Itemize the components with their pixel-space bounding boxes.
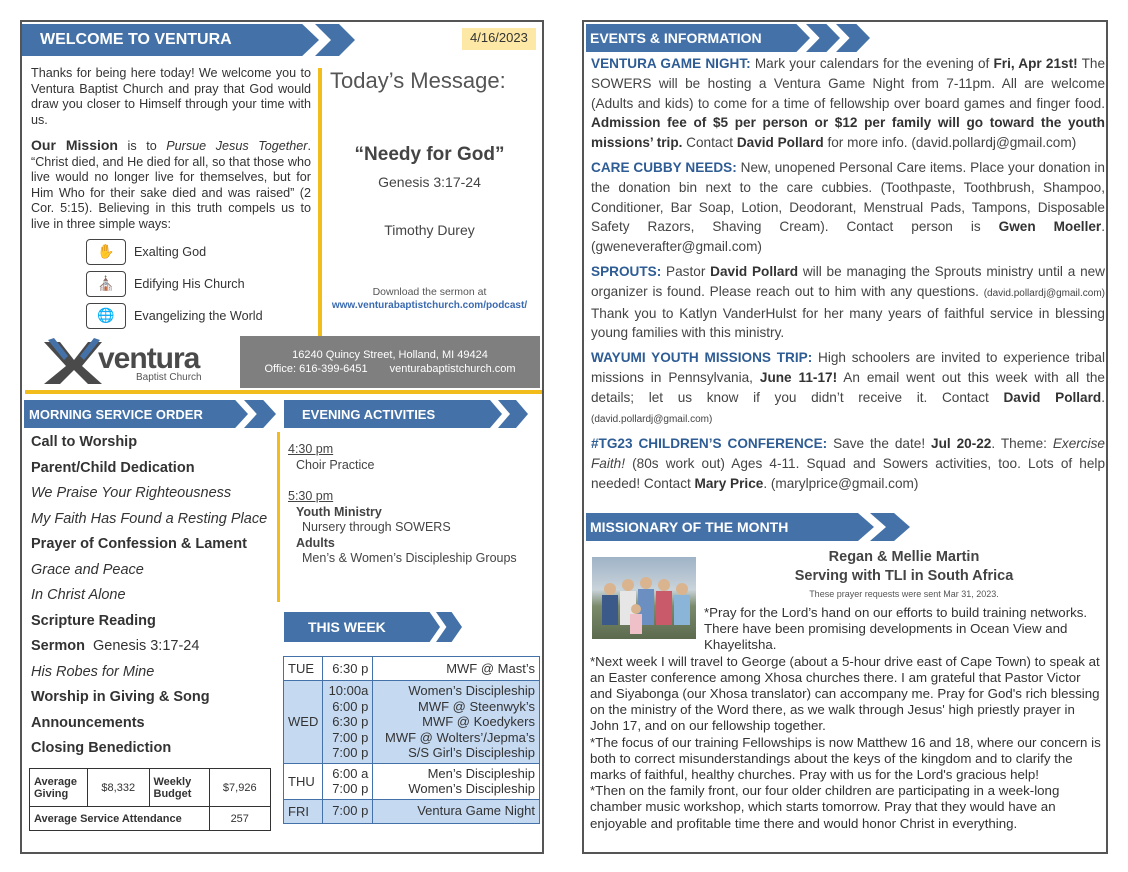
week-events (373, 657, 540, 681)
evening-divider (277, 432, 280, 602)
service-order-label: My Faith Has Found a Resting Place (31, 510, 268, 527)
mission-text: . “Christ died, and He died for all, so that those who live would no longer live for themselves, but for Him Who for their sake died and was raised” (2 Cor. 5:15). Believing in this truth compels us to live in three simple ways: (31, 139, 311, 231)
week-event: Women’s Discipleship (408, 683, 535, 698)
weekly-budget-label: Weekly Budget (149, 769, 209, 807)
week-time: 7:00 p (332, 781, 369, 796)
left-page (20, 20, 544, 854)
way-exalting (86, 236, 263, 268)
service-order-label: Closing Benediction (31, 740, 172, 756)
service-order-item (31, 532, 271, 558)
week-event: MWF @ Wolters’/Jepma’s (385, 729, 535, 745)
missionary-text (590, 605, 1104, 832)
missionary-ribbon (586, 513, 910, 541)
service-order-label: Worship in Giving & Song (31, 689, 210, 705)
service-order-label: Announcements (31, 714, 145, 731)
way-label: Edifying His Church (134, 277, 245, 291)
service-order-item (31, 711, 271, 737)
mission-paragraph (31, 138, 311, 232)
yellow-divider (318, 68, 322, 338)
service-order-item (31, 634, 271, 660)
week-time: 6:30 p (332, 660, 369, 676)
order-ribbon (24, 400, 276, 428)
service-order-item (31, 736, 271, 762)
attendance-value: 257 (209, 807, 271, 831)
evening-time-2: 5:30 pm (288, 489, 334, 503)
service-order-label: We Praise Your Righteousness (31, 485, 232, 501)
service-order-label: Grace and Peace (31, 561, 144, 578)
service-order-item (31, 609, 271, 635)
service-order-label: His Robes for Mine (31, 663, 155, 680)
avg-giving-label: Average Giving (30, 769, 88, 807)
way-edifying (86, 268, 263, 300)
missionary-name: Regan & Mellie Martin (828, 549, 980, 565)
week-time: 7:00 p (332, 745, 369, 760)
office-phone: Office: 616-399-6451 (264, 363, 368, 375)
order-title: MORNING SERVICE ORDER (24, 400, 216, 428)
download-label: Download the sermon at (372, 286, 487, 298)
event-item (591, 348, 1105, 429)
service-order-label: Parent/Child Dedication (31, 459, 195, 476)
week-day: WED (284, 681, 323, 764)
message-block (327, 68, 532, 311)
event-body: High schoolers are invited to experience tribal missions in Pennsylvania, June 11-17! An email went out this week with all the details; let us know if you didn’t receive it. Contact David Pollard. (david.pollardj@gmail.com) (591, 350, 1105, 425)
week-row (284, 763, 540, 799)
way-label: Evangelizing the World (134, 309, 263, 323)
missionary-para-2: *Next week I will travel to George (about a 5-hour drive east of Cape Town) to speak at an Easter conference among Xhosa churches there. I am grateful that Pastor Victor and Siyabonga (our Xhosa translator) can accompany me. Pray for God's rich blessing on the ministry of the Word there, as we walk through Jesus' high priestly prayer in John 17, and on our fellowship together. (590, 653, 1100, 734)
logo (42, 338, 212, 388)
mission-value: Pursue Jesus Together (166, 139, 308, 153)
service-order-item (31, 456, 271, 482)
week-event: Ventura Game Night (417, 803, 535, 819)
week-ribbon (284, 612, 462, 642)
evening-title: EVENING ACTIVITIES (284, 400, 472, 428)
evening-item-2: Nursery through SOWERS (302, 520, 451, 534)
service-order-item (31, 507, 271, 533)
speaker: Timothy Durey (384, 222, 475, 238)
week-title: THIS WEEK (284, 612, 414, 642)
week-times (323, 763, 373, 799)
week-day: THU (284, 763, 323, 799)
events-ribbon (586, 24, 870, 52)
event-heading: CARE CUBBY NEEDS: (591, 159, 737, 175)
service-order-label: Call to Worship (31, 434, 138, 450)
week-time: 6:30 p (332, 714, 369, 729)
attendance-label: Average Service Attendance (30, 807, 210, 831)
week-times (323, 681, 373, 764)
events-title: EVENTS & INFORMATION (586, 24, 776, 52)
event-heading: VENTURA GAME NIGHT: (591, 56, 751, 71)
evening-ribbon (284, 400, 528, 428)
weekly-budget-value: $7,926 (209, 769, 271, 807)
evening-time-1: 4:30 pm (288, 442, 334, 456)
welcome-ribbon (22, 24, 355, 56)
ventura-x-icon (42, 338, 104, 386)
week-event: MWF @ Koedykers (422, 714, 535, 729)
week-day: FRI (284, 799, 323, 823)
week-row (284, 799, 540, 823)
week-event: S/S Girl’s Discipleship (408, 745, 535, 760)
right-page (582, 20, 1108, 854)
evening-list (288, 442, 517, 567)
week-times (323, 799, 373, 823)
service-order-label: Sermon (31, 638, 85, 654)
address: 16240 Quincy Street, Holland, MI 49424 (292, 349, 488, 361)
missionary-para-1: *Pray for the Lord’s hand on our efforts to build training networks. There have been promising developments in Ocean View and Khayelitsha. (704, 605, 1088, 653)
event-item (591, 262, 1105, 343)
week-time: 10:00a (328, 683, 369, 698)
message-ref: Genesis 3:17-24 (378, 174, 481, 190)
event-item (591, 434, 1105, 493)
welcome-block (31, 66, 311, 232)
service-order-item (31, 583, 271, 609)
service-order-item (31, 430, 271, 456)
week-time: 7:00 p (332, 729, 369, 745)
week-events (373, 799, 540, 823)
date-badge: 4/16/2023 (462, 28, 536, 50)
evening-group-1: Youth Ministry (296, 504, 382, 519)
welcome-text: Thanks for being here today! We welcome you to Ventura Baptist Church and pray that God would draw you closer to Himself through your time with us. (31, 66, 311, 127)
event-body: Mark your calendars for the evening of Fri, Apr 21st! The SOWERS will be hosting a Ventura Game Night from 7-11pm. All are welcome (Adults and kids) to come for a time of fellowship over board games and finger food. Admission fee of $5 per person or $12 per family will go toward the youth missions’ trip. Contact David Pollard for more info. (david.pollardj@gmail.com) (591, 56, 1106, 151)
missionary-note: These prayer requests were sent Mar 31, 2023. (809, 589, 999, 599)
avg-giving-value: $8,332 (88, 769, 150, 807)
missionary-title: MISSIONARY OF THE MONTH (586, 513, 834, 541)
evening-item-1: Choir Practice (296, 457, 375, 472)
event-item (591, 54, 1105, 153)
logo-name: ventura (98, 342, 200, 375)
missionary-sub: Serving with TLI in South Africa (794, 568, 1014, 584)
giving-table (29, 768, 271, 831)
globe-icon: 🌐 (86, 303, 126, 329)
week-event: Women’s Discipleship (408, 781, 535, 796)
week-events (373, 681, 540, 764)
service-order-item (31, 481, 271, 507)
week-time: 6:00 p (332, 698, 369, 714)
ways-list (86, 236, 263, 332)
event-body: New, unopened Personal Care items. Place your donation in the donation bin next to the care cubbies. (Toothpaste, Toothbrush, Shampoo, Conditioner, Bar Soap, Lotion, Deodorant, Menstrual Pads, Tampons, Disposable Safety Razors, Shaving Cream). Contact person is Gwen Moeller. (gweneverafter@gmail.com) (591, 159, 1105, 255)
event-heading: WAYUMI YOUTH MISSIONS TRIP: (591, 350, 813, 366)
week-day: TUE (284, 657, 323, 681)
welcome-title: WELCOME TO VENTURA (22, 24, 277, 56)
service-order-label: In Christ Alone (31, 587, 126, 603)
yellow-rule (25, 390, 542, 394)
way-label: Exalting God (134, 245, 207, 259)
event-body: Pastor David Pollard will be managing the Sprouts ministry until a new organizer is found. Please reach out to him with any questions. (david.pollardj@gmail.com) Thank you to Katlyn VanderHulst for her many years of faithful service in blessing young families with this ministry. (591, 263, 1106, 341)
mission-label: Our Mission (31, 137, 118, 153)
download-link[interactable]: www.venturabaptistchurch.com/podcast/ (331, 300, 528, 311)
service-order-extra: Genesis 3:17-24 (93, 638, 200, 654)
event-body: Save the date! Jul 20-22. Theme: Exercise Faith! (80s work out) Ages 4-11. Squad and Sowers activities, too. Lots of help needed! Contact Mary Price. (marylprice@gmail.com) (591, 436, 1105, 491)
church-icon: ⛪ (86, 271, 126, 297)
way-evangelizing (86, 300, 263, 332)
message-heading: Today’s Message: (330, 68, 506, 93)
service-order-list (31, 430, 271, 762)
events-list (591, 54, 1105, 499)
website[interactable]: venturabaptistchurch.com (389, 363, 516, 375)
event-item (591, 158, 1105, 257)
week-row (284, 681, 540, 764)
praise-hands-icon: ✋ (86, 239, 126, 265)
evening-item-3: Men’s & Women’s Discipleship Groups (302, 551, 517, 565)
message-title: “Needy for God” (354, 144, 505, 165)
week-event: MWF @ Steenwyk’s (418, 698, 535, 714)
missionary-para-4: *Then on the family front, our four older children are participating in a week-long chamber music workshop, which starts tomorrow. Pray that they would have an enjoyable and profitable time there and would honor Christ in everything. (590, 783, 1060, 831)
week-time: 6:00 a (332, 765, 369, 781)
week-times (323, 657, 373, 681)
week-event: MWF @ Mast’s (446, 660, 535, 676)
missionary-para-3: *The focus of our training Fellowships is now Matthew 16 and 18, where our concern is both to correct misunderstandings about the keys of the kingdom and to clarify the marks of faithful, healthy churches. Pray with us for the Lord's gracious help! (590, 734, 1101, 783)
week-events (373, 763, 540, 799)
address-box (240, 336, 540, 388)
event-heading: SPROUTS: (591, 263, 662, 279)
evening-group-2: Adults (296, 535, 335, 550)
service-order-item (31, 660, 271, 686)
service-order-label: Scripture Reading (31, 612, 156, 629)
service-order-label: Prayer of Confession & Lament (31, 536, 247, 552)
week-table (283, 656, 540, 824)
week-time: 7:00 p (332, 803, 369, 819)
event-heading: #TG23 CHILDREN’S CONFERENCE: (591, 436, 828, 452)
office-line (240, 362, 540, 376)
mission-is: is to (117, 139, 167, 153)
week-row (284, 657, 540, 681)
service-order-item (31, 558, 271, 584)
service-order-item (31, 685, 271, 711)
week-event: Men’s Discipleship (427, 765, 535, 781)
logo-sub: Baptist Church (136, 372, 202, 383)
